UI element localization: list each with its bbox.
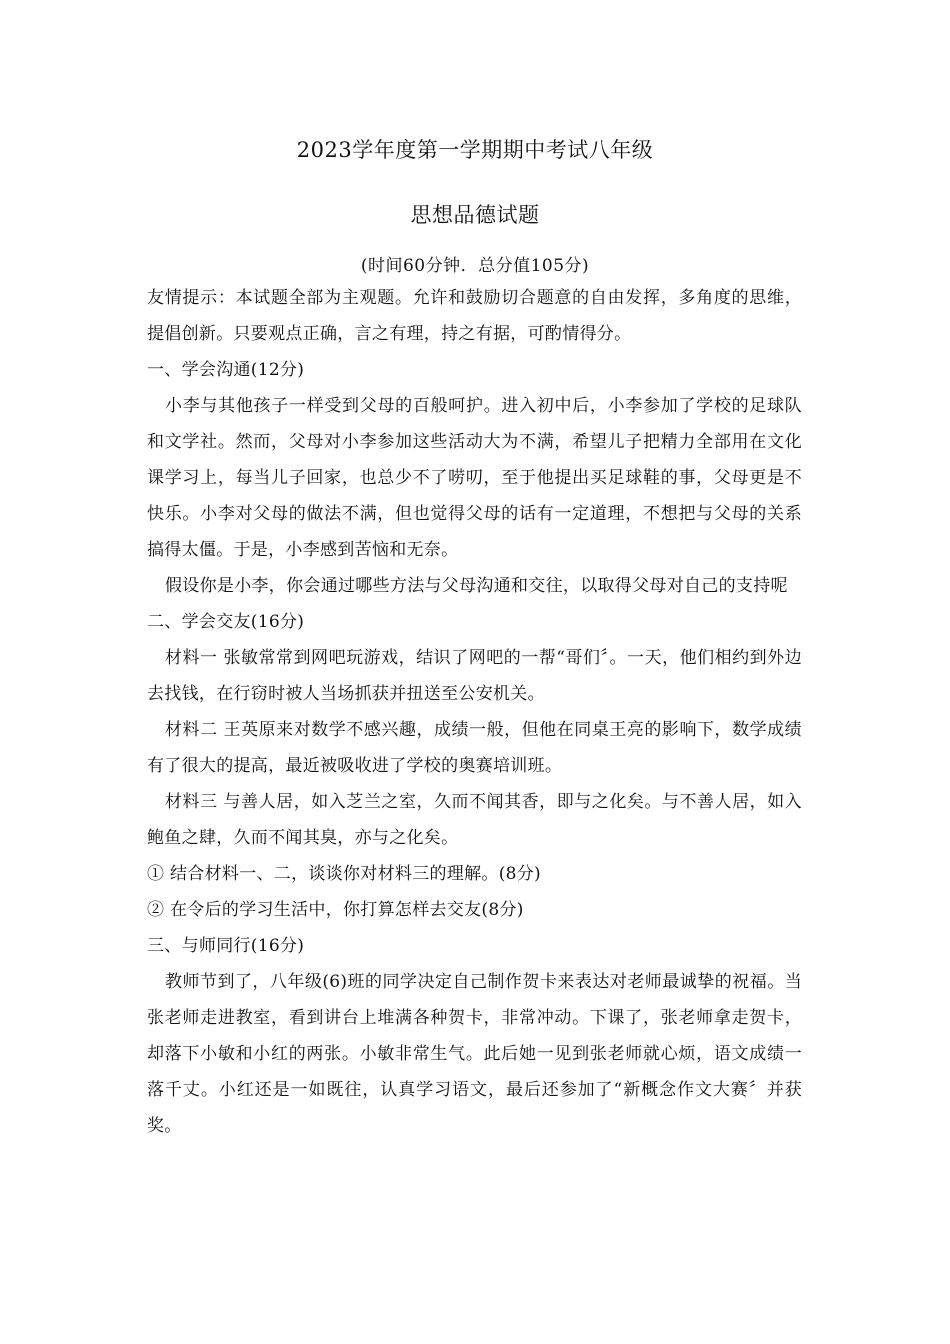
section2-question1: ① 结合材料一、二，谈谈你对材料三的理解。(8分) [147,864,541,884]
intro-tip: 友情提示：本试题全部为主观题。允许和鼓励切合题意的自由发挥，多角度的思维，提倡创新。只要观点正确，言之有理，持之有据，可酌情得分。 [147,288,802,344]
exam-title: 2023学年度第一学期期中考试八年级 [296,138,654,162]
section2-question2: ② 在令后的学习生活中，你打算怎样去交友(8分) [147,900,524,920]
exam-body [147,280,802,1144]
exam-subtitle: 思想品德试题 [410,203,540,227]
section1-passage: 小李与其他孩子一样受到父母的百般呵护。进入初中后，小李参加了学校的足球队和文学社。然而，父母对小李参加这些活动大为不满，希望儿子把精力全部用在文化课学习上，每当儿子回家，也总少不了唠叨，至于他提出买足球鞋的事，父母更是不快乐。小李对父母的做法不满，但也觉得父母的话有一定道理，不想把与父母的关系搞得太僵。于是，小李感到苦恼和无奈。 [147,396,802,560]
section2-material2: 材料二 王英原来对数学不感兴趣，成绩一般，但他在同桌王亮的影响下，数学成绩有了很大的提高，最近被吸收进了学校的奥赛培训班。 [147,720,802,776]
section2-material1: 材料一 张敏常常到网吧玩游戏，结识了网吧的一帮“哥们〞。一天，他们相约到外边去找钱，在行窃时被人当场抓获并扭送至公安机关。 [147,648,802,704]
time-score-note: (时间60分钟．总分值105分) [360,256,590,276]
section2-heading: 二、学会交友(16分) [147,612,305,632]
section2-material3: 材料三 与善人居，如入芝兰之室，久而不闻其香，即与之化矣。与不善人居，如入鲍鱼之肆，久而不闻其臭，亦与之化矣。 [147,792,802,848]
section3-passage: 教师节到了，八年级(6)班的同学决定自己制作贺卡来表达对老师最诚挚的祝福。当张老师走进教室，看到讲台上堆满各种贺卡，非常冲动。下课了，张老师拿走贺卡，却落下小敏和小红的两张。小敏非常生气。此后她一见到张老师就心烦，语文成绩一落千丈。小红还是一如既往，认真学习语文，最后还参加了“新概念作文大赛〞并获奖。 [147,972,802,1136]
section3-heading: 三、与师同行(16分) [147,936,305,956]
section1-question: 假设你是小李，你会通过哪些方法与父母沟通和交往，以取得父母对自己的支持呢 [165,576,788,596]
section1-heading: 一、学会沟通(12分) [147,360,305,380]
